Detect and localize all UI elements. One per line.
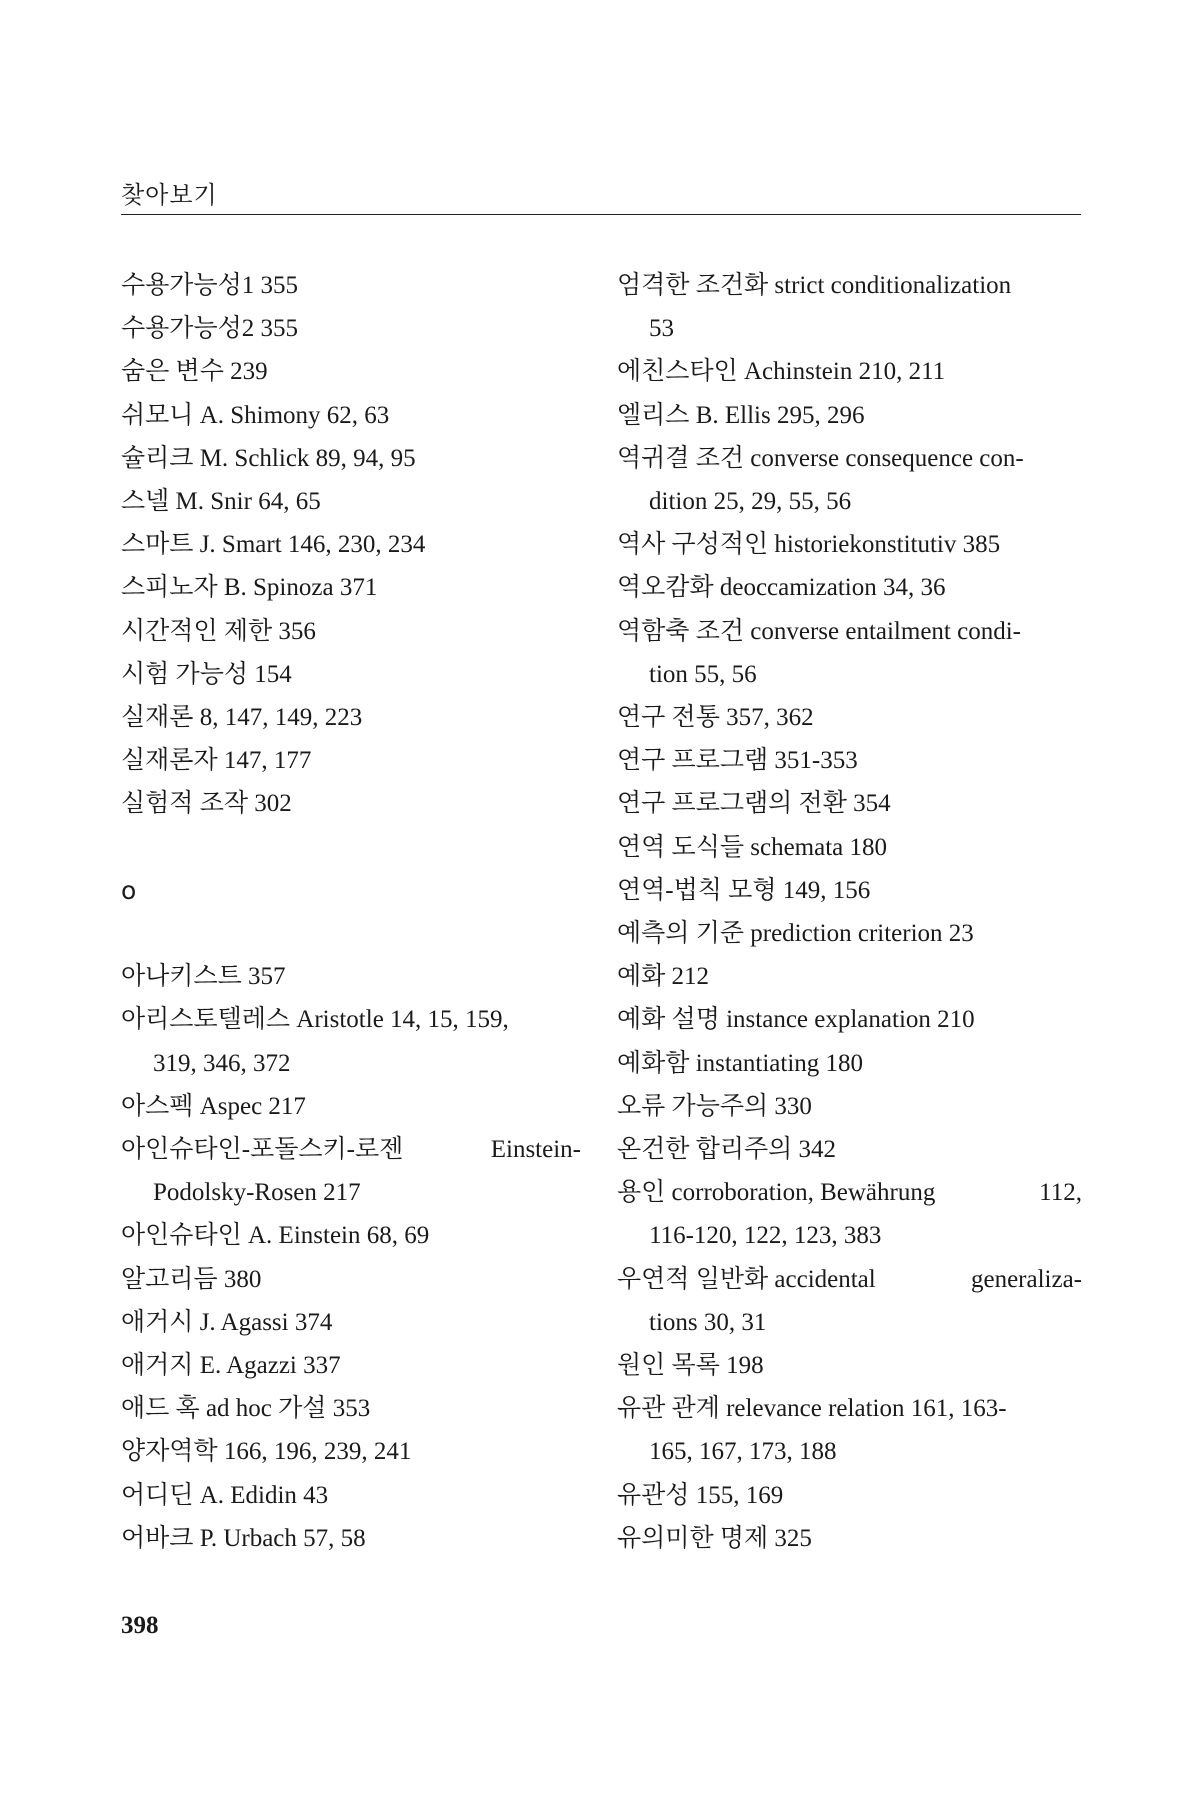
index-entry: 스마트 J. Smart 146, 230, 234 [121,531,426,559]
page-number: 398 [121,1612,159,1639]
index-entry: 애거지 E. Agazzi 337 [121,1352,341,1380]
index-entry: 원인 목록 198 [617,1352,764,1380]
index-entry: 쉬모니 A. Shimony 62, 63 [121,401,390,429]
index-entry: 예측의 기준 prediction criterion 23 [617,920,974,948]
section-letter: o [121,875,137,905]
entry-continuation: 165, 167, 173, 188 [649,1438,837,1466]
index-entry [617,1387,1082,1473]
entry-continuation: 116-120, 122, 123, 383 [649,1222,882,1250]
entry-line-part: 아인슈타인-포돌스키-로젠 [121,1136,404,1164]
index-entry: 스넬 M. Snir 64, 65 [121,488,321,516]
index-entry: 시험 가능성 154 [121,660,292,688]
entry-line-part: generaliza- [970,1265,1082,1293]
running-header [121,178,1081,215]
header-title: 찾아보기 [121,181,218,209]
entry-line-justified [617,1171,1082,1214]
index-entry [121,998,581,1084]
entry-continuation: tion 55, 56 [649,660,757,688]
index-entry [617,1258,1082,1344]
index-entry: 실험적 조작 302 [121,790,292,818]
index-entry: 실재론자 147, 177 [121,747,312,775]
index-column-left [121,264,581,1560]
entry-line-part: Einstein- [490,1136,581,1164]
index-entry: 어디딘 A. Edidin 43 [121,1481,329,1509]
index-entry: 유의미한 명제 325 [617,1524,812,1552]
index-entry: 에친스타인 Achinstein 210, 211 [617,358,946,386]
index-entry [617,264,1082,350]
index-entry: 알고리듬 380 [121,1265,262,1293]
index-entry: 아스펙 Aspec 217 [121,1092,306,1120]
entry-line-part: 용인 corroboration, Bewährung [617,1179,936,1207]
index-entry [617,1171,1082,1257]
entry-continuation: 319, 346, 372 [153,1049,291,1077]
index-entry: 아인슈타인 A. Einstein 68, 69 [121,1222,430,1250]
index-entry: 연구 전통 357, 362 [617,704,814,732]
index-entry: 시간적인 제한 356 [121,617,316,645]
entry-line: 엄격한 조건화 strict conditionalization [617,272,1012,299]
index-entry: 예화 212 [617,963,710,991]
entry-line-part: 112, [1039,1179,1082,1207]
index-entry: 수용가능성1 355 [121,272,299,299]
index-entry: 오류 가능주의 330 [617,1092,812,1120]
entry-continuation: 53 [649,315,674,343]
index-entry: 역오캄화 deoccamization 34, 36 [617,574,946,602]
index-entry: 예화함 instantiating 180 [617,1049,864,1077]
entry-line-part: 우연적 일반화 accidental [617,1265,876,1293]
index-column-right [617,264,1082,1560]
entry-continuation: dition 25, 29, 55, 56 [649,488,852,516]
index-entry: 어바크 P. Urbach 57, 58 [121,1524,366,1552]
index-entry: 예화 설명 instance explanation 210 [617,1006,975,1034]
index-entry: 양자역학 166, 196, 239, 241 [121,1438,412,1466]
entry-line: 역귀결 조건 converse consequence con- [617,444,1024,472]
index-entry: 애거시 J. Agassi 374 [121,1308,333,1336]
index-entry: 연역-법칙 모형 149, 156 [617,876,871,904]
index-entry [121,1128,581,1214]
index-entry: 슐리크 M. Schlick 89, 94, 95 [121,444,416,472]
index-entry: 애드 혹 ad hoc 가설 353 [121,1395,371,1423]
entry-line: 역함축 조건 converse entailment condi- [617,617,1021,645]
index-entry: 역사 구성적인 historiekonstitutiv 385 [617,531,1001,559]
index-entry [617,437,1082,523]
index-entry: 아나키스트 357 [121,963,286,991]
entry-line-justified [617,1258,1082,1301]
index-entry: 유관성 155, 169 [617,1481,784,1509]
index-entry: 연역 도식들 schemata 180 [617,833,888,861]
index-entry: 숨은 변수 239 [121,358,268,386]
index-entry: 실재론 8, 147, 149, 223 [121,704,363,732]
index-entry: 엘리스 B. Ellis 295, 296 [617,401,865,429]
entry-line: 아리스토텔레스 Aristotle 14, 15, 159, [121,1006,509,1034]
index-entry: 연구 프로그램의 전환 354 [617,790,891,818]
entry-continuation: Podolsky-Rosen 217 [153,1179,361,1207]
entry-line: 유관 관계 relevance relation 161, 163- [617,1395,1007,1423]
entry-line-justified [121,1128,581,1171]
entry-continuation: tions 30, 31 [649,1308,767,1336]
index-entry: 수용가능성2 355 [121,315,299,343]
index-entry: 온건한 합리주의 342 [617,1136,837,1164]
index-entry: 스피노자 B. Spinoza 371 [121,574,378,602]
index-entry [617,610,1082,696]
index-entry: 연구 프로그램 351-353 [617,747,858,775]
